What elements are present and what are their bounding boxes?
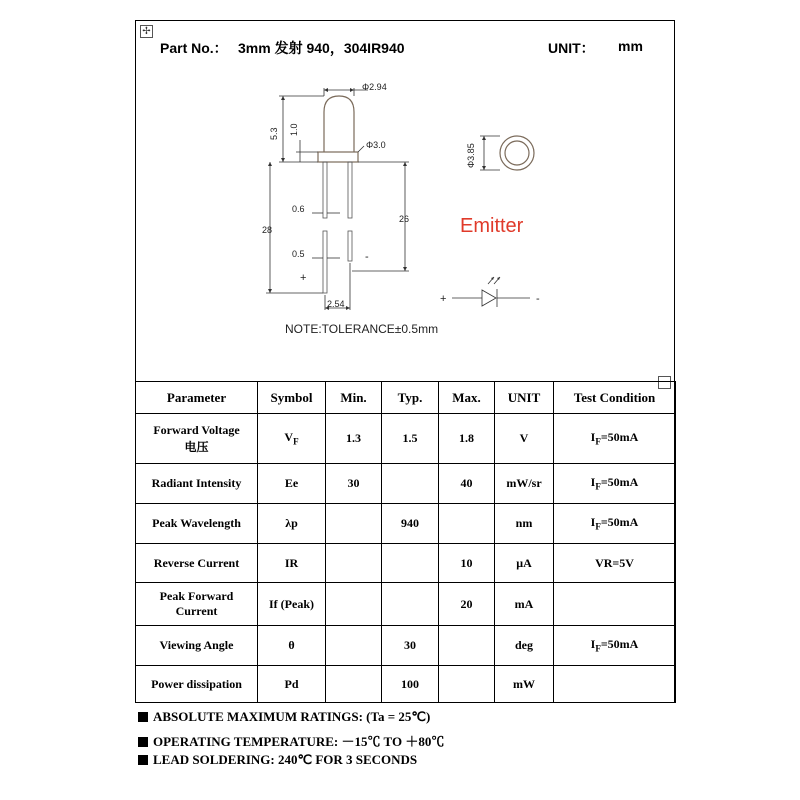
test-condition-cell [554,583,676,626]
min-cell [326,504,382,544]
symbol-cell: Ee [258,464,326,504]
parameter-cell: Radiant Intensity [136,464,258,504]
dim-0-6: 0.6 [292,204,305,214]
table-row [136,504,676,544]
parameter-cell: Reverse Current [136,544,258,583]
table-row [136,464,676,504]
part-number-label: Part No.： [160,40,228,56]
dim-5-3: 5.3 [269,127,279,140]
test-condition-cell: VR=5V [554,544,676,583]
emitter-label: Emitter [460,215,524,237]
dim-26: 26 [399,214,410,224]
dim-phi-3-0: Φ3.0 [366,140,386,150]
dim-0-5: 0.5 [292,249,305,259]
min-cell [326,544,382,583]
table-header-row [136,382,676,414]
column-header: Min. [326,382,382,414]
unit-label: UNIT： [548,40,595,56]
bullet-square-icon [138,737,148,747]
dim-phi-2-94: Φ2.94 [362,82,387,92]
max-cell: 20 [439,583,495,626]
max-cell: 10 [439,544,495,583]
tolerance-note: NOTE:TOLERANCE±0.5mm [285,322,439,336]
dim-28: 28 [262,225,273,235]
dim-2-54: 2.54 [327,299,345,309]
max-cell [439,626,495,666]
test-condition-cell: $I_F=50mA$ [554,464,676,504]
symbol-cell: $V_F$ [258,414,326,464]
footer-lead-soldering: LEAD SOLDERING: 240℃ FOR 3 SECONDS [138,752,417,768]
column-header: Test Condition [554,382,676,414]
unit-cell: nm [495,504,554,544]
move-handle-icon[interactable]: ✢ [140,25,153,38]
max-cell [439,666,495,703]
typ-cell [382,464,439,504]
table-row [136,414,676,464]
unit-cell: mW/sr [495,464,554,504]
spec-table [135,381,676,703]
table-row [136,626,676,666]
dim-phi-3-85: Φ3.85 [466,143,476,168]
bullet-square-icon [138,712,148,722]
symbol-cell: If (Peak) [258,583,326,626]
min-cell [326,626,382,666]
parameter-cell: Forward Voltage 电压 [136,414,258,464]
min-cell [326,583,382,626]
lead-plus: + [300,272,307,284]
footer-operating-temp: OPERATING TEMPERATURE: －15℃ TO ＋80℃ [138,731,444,750]
column-header: Typ. [382,382,439,414]
test-condition-cell: $I_F=50mA$ [554,504,676,544]
unit-value: mm [618,38,643,54]
column-header: Max. [439,382,495,414]
min-cell [326,666,382,703]
typ-cell: 1.5 [382,414,439,464]
symbol-plus: + [440,293,447,305]
parameter-cell: Viewing Angle [136,626,258,666]
typ-cell [382,544,439,583]
parameter-cell: Peak Forward Current [136,583,258,626]
symbol-minus: - [536,293,540,305]
table-row [136,544,676,583]
column-header: UNIT [495,382,554,414]
column-header: Symbol [258,382,326,414]
footer-absolute-max: ABSOLUTE MAXIMUM RATINGS: (Ta = 25℃) [138,709,430,725]
part-number-value: 3mm 发射 940，304IR940 [238,40,405,56]
unit-cell: deg [495,626,554,666]
column-header: Parameter [136,382,258,414]
symbol-cell: θ [258,626,326,666]
parameter-cell: Peak Wavelength [136,504,258,544]
typ-cell: 100 [382,666,439,703]
test-condition-cell: $I_F=50mA$ [554,626,676,666]
table-row [136,666,676,703]
typ-cell: 940 [382,504,439,544]
max-cell: 1.8 [439,414,495,464]
symbol-cell: Pd [258,666,326,703]
unit-cell: mA [495,583,554,626]
unit-cell: V [495,414,554,464]
max-cell: 40 [439,464,495,504]
typ-cell [382,583,439,626]
bullet-square-icon [138,755,148,765]
led-dimension-drawing [136,60,576,320]
unit-cell: mW [495,666,554,703]
lead-minus: - [365,251,369,263]
unit-cell: μA [495,544,554,583]
parameter-cell: Power dissipation [136,666,258,703]
test-condition-cell [554,666,676,703]
max-cell [439,504,495,544]
min-cell: 30 [326,464,382,504]
typ-cell: 30 [382,626,439,666]
symbol-cell: λp [258,504,326,544]
symbol-cell: IR [258,544,326,583]
table-row [136,583,676,626]
test-condition-cell: $I_F=50mA$ [554,414,676,464]
dim-1-0: 1.0 [289,123,299,136]
min-cell: 1.3 [326,414,382,464]
